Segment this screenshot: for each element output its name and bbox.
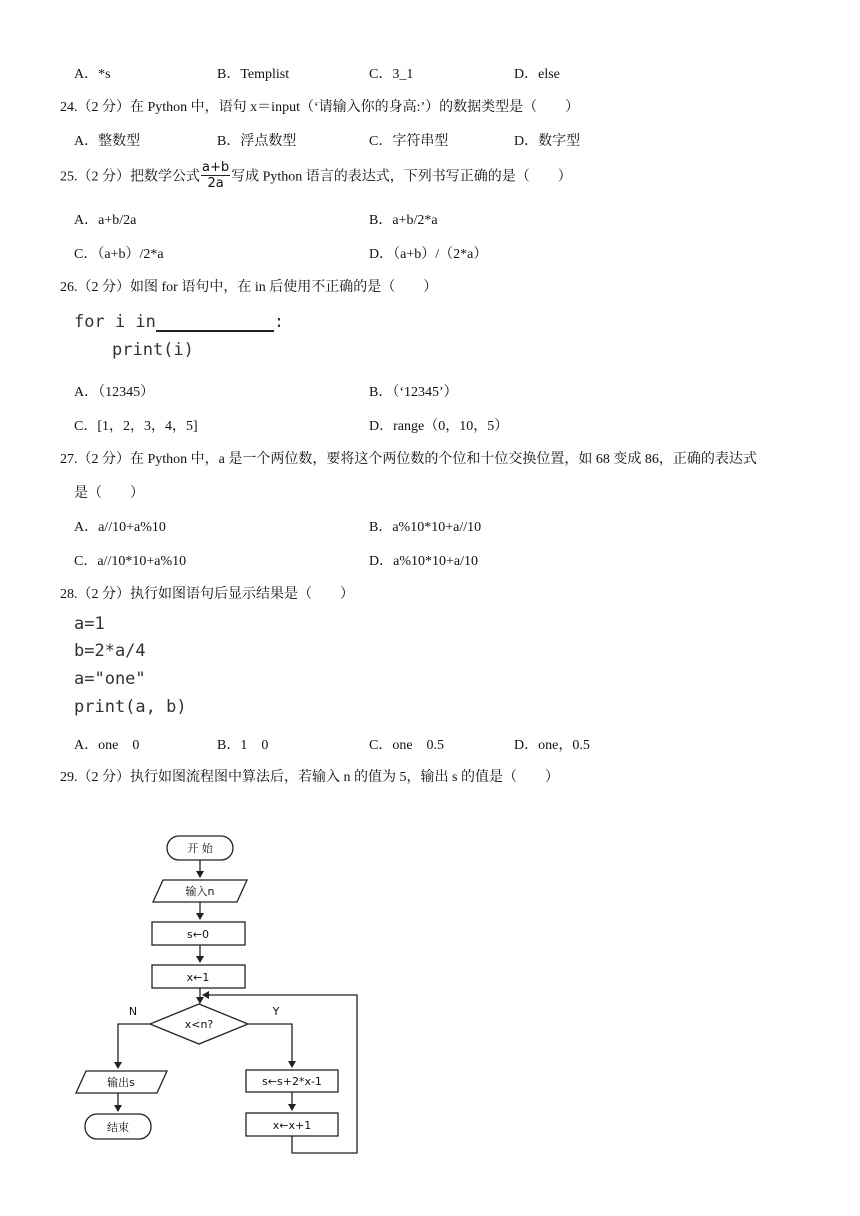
option-b: B．a+b/2*a (369, 213, 438, 228)
option-b: B．Templist (217, 67, 290, 82)
option-b: B．a%10*10+a//10 (369, 520, 482, 535)
option-b: B．（‘12345’） (369, 385, 458, 400)
flowchart-no-label: N (128, 1005, 138, 1018)
code-line: a=1 (74, 614, 105, 634)
option-a: A．（12345） (74, 385, 155, 400)
flowchart-output-label: 输出s (107, 1076, 135, 1089)
option-a: A．*s (74, 67, 111, 82)
option-c: C．字符串型 (369, 134, 449, 149)
option-b: B．浮点数型 (217, 134, 297, 149)
code-line: print(a, b) (74, 697, 187, 717)
option-d: D．range（0，10，5） (369, 419, 509, 434)
question-29-stem: 29.（2 分）执行如图流程图中算法后，若输入 n 的值为 5，输出 s 的值是（ ） (60, 770, 559, 785)
option-c: C．3_1 (369, 67, 414, 82)
option-c: C．one 0.5 (369, 738, 445, 753)
option-d: D．a%10*10+a/10 (369, 554, 478, 569)
fraction-numerator: a+b (202, 160, 230, 175)
flowchart-step2-label: x←x+1 (272, 1119, 312, 1132)
flowchart-input-label: 输入n (185, 885, 215, 898)
option-c: C．[1，2，3，4，5] (74, 419, 198, 434)
option-d: D．else (514, 67, 560, 82)
code-print-line: print(i) (112, 340, 194, 360)
code-text: for i in (74, 312, 156, 332)
question-26-stem: 26.（2 分）如图 for 语句中，在 in 后使用不正确的是（ ） (60, 280, 438, 295)
code-line: b=2*a/4 (74, 641, 146, 661)
flowchart-yes-label: Y (272, 1005, 280, 1018)
option-a: A．整数型 (74, 134, 141, 149)
flowchart-init-x-label: x←1 (186, 971, 210, 984)
option-a: A．a//10+a%10 (74, 520, 166, 535)
option-a: A．one 0 (74, 738, 140, 753)
question-28-stem: 28.（2 分）执行如图语句后显示结果是（ ） (60, 587, 354, 602)
question-24-stem: 24.（2 分）在 Python 中，语句 x＝input（‘请输入你的身高:’）的数据类型是（ ） (60, 100, 580, 115)
option-b: B．1 0 (217, 738, 269, 753)
stem-suffix: 写成 Python 语言的表达式，下列书写正确的是（ ） (231, 169, 572, 185)
option-d: D．（a+b）/（2*a） (369, 247, 488, 262)
question-27-stem-line2: 是（ ） (74, 486, 144, 501)
option-d: D．数字型 (514, 134, 581, 149)
option-c: C．a//10*10+a%10 (74, 554, 187, 569)
stem-prefix: 25.（2 分）把数学公式 (60, 169, 200, 185)
flowchart-init-s-label: s←0 (187, 928, 209, 941)
option-a: A．a+b/2a (74, 213, 137, 228)
code-text: : (273, 312, 285, 332)
question-27-stem-line1: 27.（2 分）在 Python 中，a 是一个两位数，要将这个两位数的个位和十位交换位置，如 68 变成 86，正确的表达式 (60, 452, 757, 467)
flowchart-condition-label: x<n? (184, 1018, 214, 1031)
flowchart-step1-label: s←s+2*x-1 (262, 1075, 322, 1088)
option-d: D．one，0.5 (514, 738, 590, 753)
fraction-denominator: 2a (207, 176, 224, 191)
flowchart-start-label: 开 始 (187, 842, 213, 855)
option-c: C．（a+b）/2*a (74, 247, 164, 262)
code-line: a="one" (74, 669, 146, 689)
flowchart-end-label: 结束 (107, 1121, 129, 1134)
